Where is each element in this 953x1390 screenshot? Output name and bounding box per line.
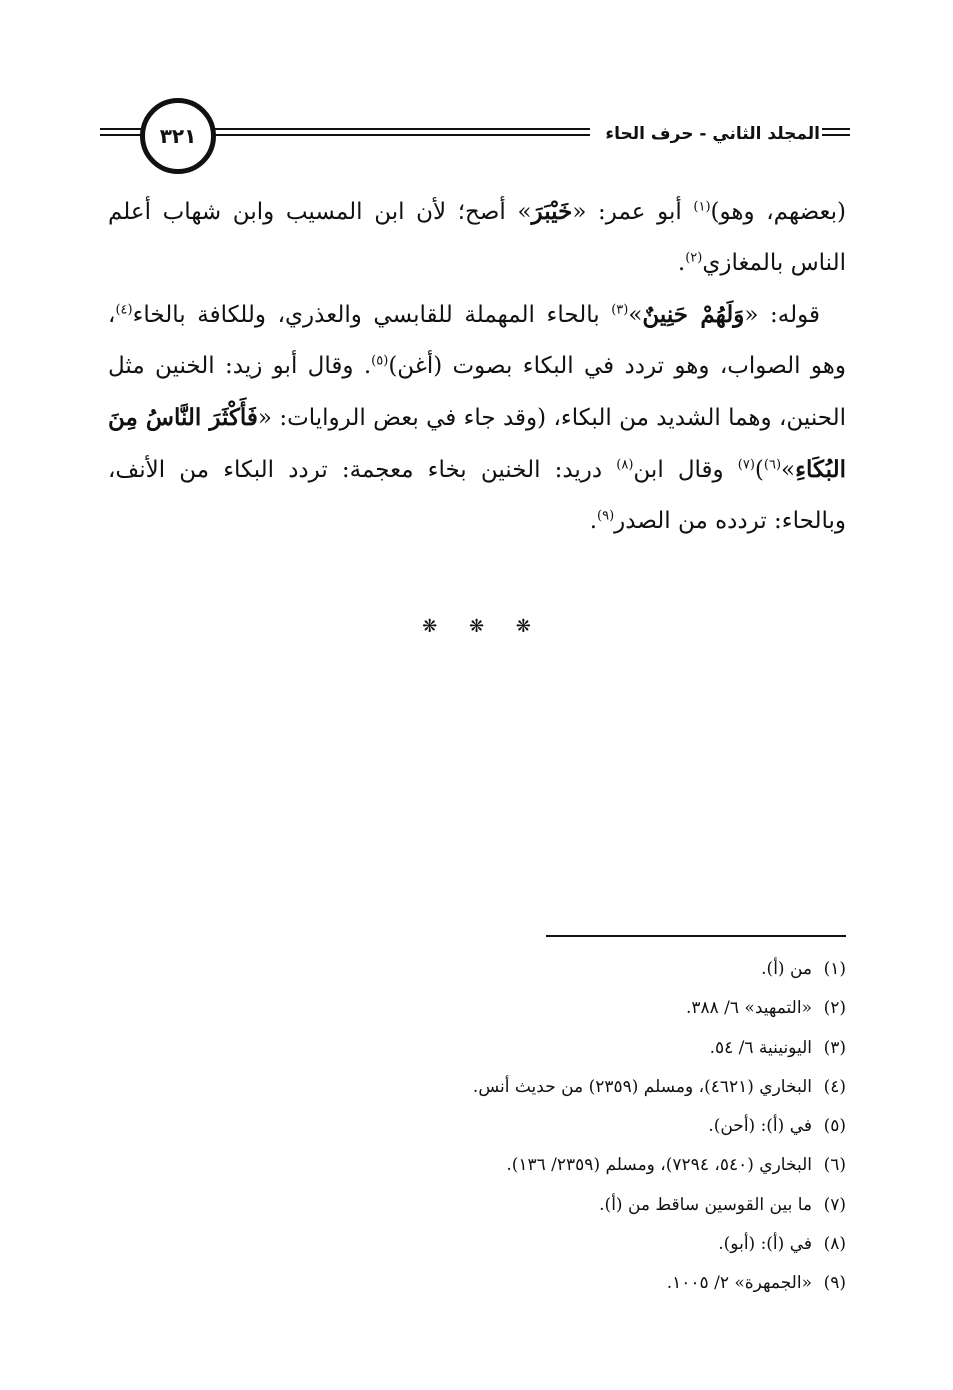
footnote-number: (٣) [823,1037,846,1058]
footnote-number: (٩) [823,1273,846,1294]
header-rule-right-2 [822,134,850,136]
footnote-text: في (أ): (أبو). [718,1234,812,1255]
hadith-quote: وَلَهُمْ حَنِينٌ [642,301,745,328]
footnote-number: (٥) [823,1116,846,1137]
main-text [108,186,846,547]
text-segment: . [589,508,597,534]
footnote-text: في (أ): (أحن). [708,1116,812,1137]
footnote-number: (٨) [823,1234,846,1255]
paragraph-1 [108,186,846,289]
paragraph-2 [108,289,846,547]
text-segment: » [628,302,643,328]
header-rule-middle-2 [212,134,590,136]
footnote-number: (١) [823,959,846,979]
text-segment: . [677,250,686,276]
footnote-item [108,1186,846,1225]
footnote-ref: (٣) [611,302,629,318]
footnote-item [108,1264,846,1303]
running-title: المجلد الثاني - حرف الحاء [605,124,820,144]
text-segment: » أصح؛ لأن ابن المسيب وابن شهاب أعلم الناس بالمغازي [108,199,846,276]
header-rule-right-1 [822,128,850,130]
footnote-ref: (٤) [115,302,133,318]
footnote-ref: (٩) [597,508,615,524]
text-segment: ) [754,457,764,483]
footnote-text: اليونينية ٦/ ٥٤. [709,1037,812,1058]
footnote-text: من (أ). [761,959,812,979]
page-header [100,96,850,176]
footnote-item [108,1146,846,1185]
footnote-number: (٧) [823,1194,846,1215]
text-segment: دريد: الخنين بخاء معجمة: تردد البكاء من الأنف، وبالحاء: تردده من الصدر [108,457,846,534]
hadith-quote: فَأَكْثَرَ النَّاسُ مِنَ البُكَاءِ [108,404,846,483]
footnote-text: البخاري (٤٦٢١)، ومسلم (٢٣٥٩) من حديث أنس. [472,1076,812,1097]
text-segment: قوله: « [744,302,820,328]
footnote-item [108,1225,846,1264]
text-segment: بالحاء المهملة للقابسي والعذري، وللكافة بالخاء [132,302,612,328]
footnote-text: البخاري (٥٤٠، ٧٢٩٤)، ومسلم (٢٣٥٩/ ١٣٦). [506,1155,812,1176]
footnote-ref: (٧) [737,457,755,473]
quoted-word: خَيْبَرَ [531,198,573,225]
footnote-item [108,989,846,1028]
footnote-item [108,1107,846,1146]
footnote-item [108,1029,846,1068]
footnote-ref: (٨) [616,457,634,473]
text-segment: » [781,457,796,483]
text-segment: ، وهو الصواب، وهو تردد في البكاء بصوت (أغن) [108,302,846,379]
text-segment: أبو عمر: « [572,199,694,225]
section-separator: ❋ ❋ ❋ [422,616,531,637]
footnote-divider [546,935,846,937]
footnote-ref: (٢) [685,250,703,266]
footnote-ref: (١) [693,199,711,215]
footnote-number: (٦) [823,1155,846,1176]
footnote-number: (٢) [823,998,846,1019]
header-rule-middle-1 [212,128,590,130]
footnote-ref: (٦) [763,457,782,473]
footnote-ref: (٥) [371,353,389,369]
footnote-text: «التمهيد» ٦/ ٣٨٨. [685,998,812,1019]
page-number: ٣٢١ [140,98,216,174]
footnote-text: «الجمهرة» ٢/ ١٠٠٥. [666,1273,812,1294]
text-segment: وقال ابن [633,457,738,483]
footnote-text: ما بين القوسين ساقط من (أ). [599,1194,812,1215]
text-segment: (بعضهم، وهو) [710,199,846,225]
text-segment: . وقال أبو زيد: الخنين مثل الحنين، وهما الشديد من البكاء، (وقد جاء في بعض الروايات: « [108,353,847,431]
footnote-number: (٤) [823,1076,846,1097]
footnotes [108,950,846,1304]
footnote-item [108,950,846,989]
footnote-item [108,1068,846,1107]
